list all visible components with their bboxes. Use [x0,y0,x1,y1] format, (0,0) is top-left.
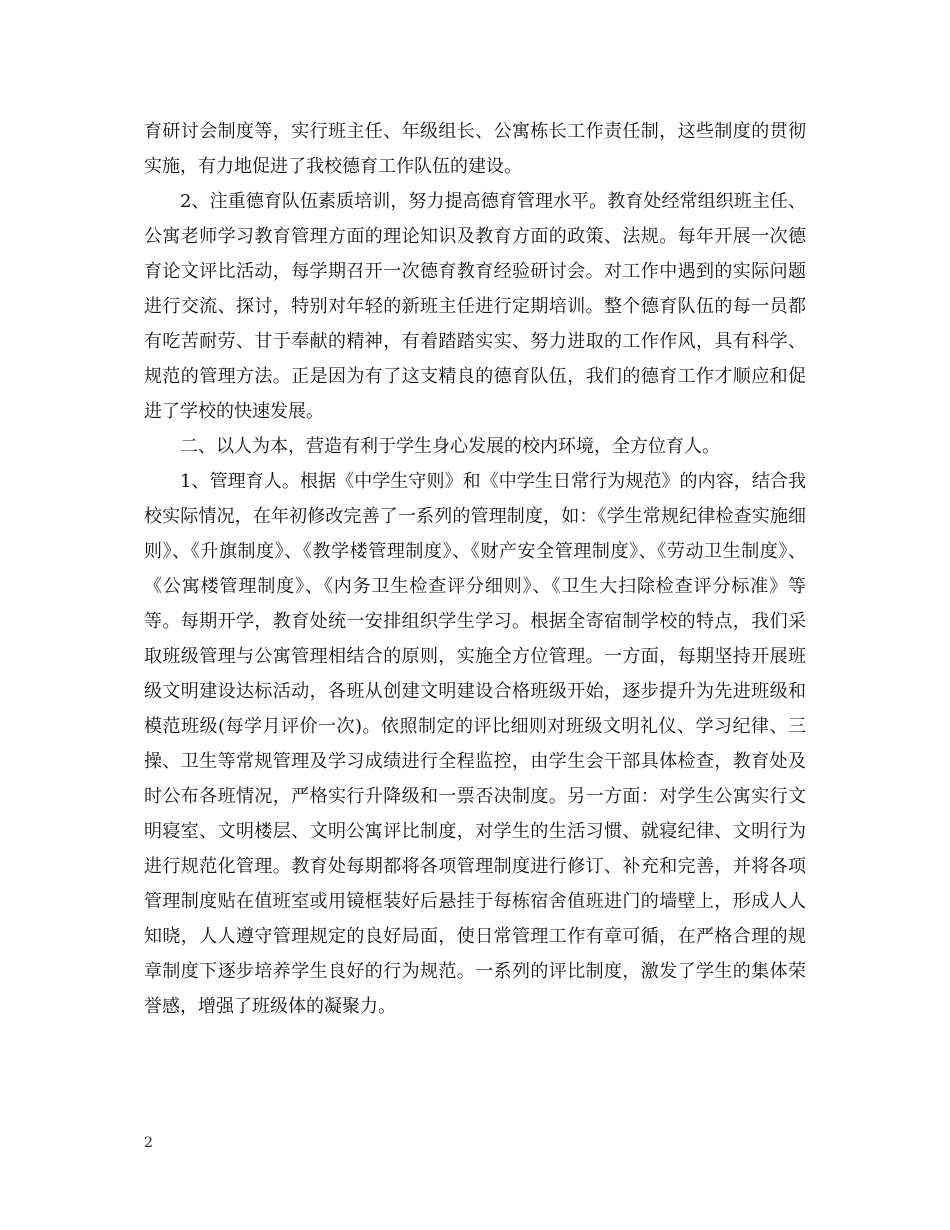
page-number: 2 [144,1135,153,1151]
body-text [144,114,806,1024]
section-heading-people-oriented: 二、以人为本，营造有利于学生身心发展的校内环境，全方位育人。 [180,436,720,457]
paragraph-continuation: 育研讨会制度等，实行班主任、年级组长、公寓栋长工作责任制，这些制度的贯彻实施，有力地促进了我校德育工作队伍的建设。 [144,121,806,177]
paragraph-training: 2、注重德育队伍素质培训，努力提高德育管理水平。教育处经常组织班主任、公寓老师学习教育管理方面的理论知识及教育方面的政策、法规。每年开展一次德育论文评比活动，每学期召开一次德育教育经验研讨会。对工作中遇到的实际问题进行交流、探讨，特别对年轻的新班主任进行定期培训。整个德育队伍的每一员都有吃苦耐劳、甘于奉献的精神，有着踏踏实实、努力进取的工作作风，具有科学、规范的管理方法。正是因为有了这支精良的德育队伍，我们的德育工作才顺应和促进了学校的快速发展。 [144,191,806,422]
paragraph-management: 1、管理育人。根据《中学生守则》和《中学生日常行为规范》的内容，结合我校实际情况，在年初修改完善了一系列的管理制度，如：《学生常规纪律检查实施细则》、《升旗制度》、《教学楼管理制度》、《财产安全管理制度》、《劳动卫生制度》、《公寓楼管理制度》、《内务卫生检查评分细则》、《卫生大扫除检查评分标准》等等。每期开学，教育处统一安排组织学生学习。根据全寄宿制学校的特点，我们采取班级管理与公寓管理相结合的原则，实施全方位管理。一方面，每期坚持开展班级文明建设达标活动，各班从创建文明建设合格班级开始，逐步提升为先进班级和模范班级(每学月评价一次)。依照制定的评比细则对班级文明礼仪、学习纪律、三操、卫生等常规管理及学习成绩进行全程监控，由学生会干部具体检查，教育处及时公布各班情况，严格实行升降级和一票否决制度。另一方面：对学生公寓实行文明寝室、文明楼层、文明公寓评比制度，对学生的生活习惯、就寝纪律、文明行为进行规范化管理。教育处每期都将各项管理制度进行修订、补充和完善，并将各项管理制度贴在值班室或用镜框装好后悬挂于每栋宿舍值班进门的墙壁上，形成人人知晓，人人遵守管理规定的良好局面，使日常管理工作有章可循，在严格合理的规章制度下逐步培养学生良好的行为规范。一系列的评比制度，激发了学生的集体荣誉感，增强了班级体的凝聚力。 [144,471,806,1017]
